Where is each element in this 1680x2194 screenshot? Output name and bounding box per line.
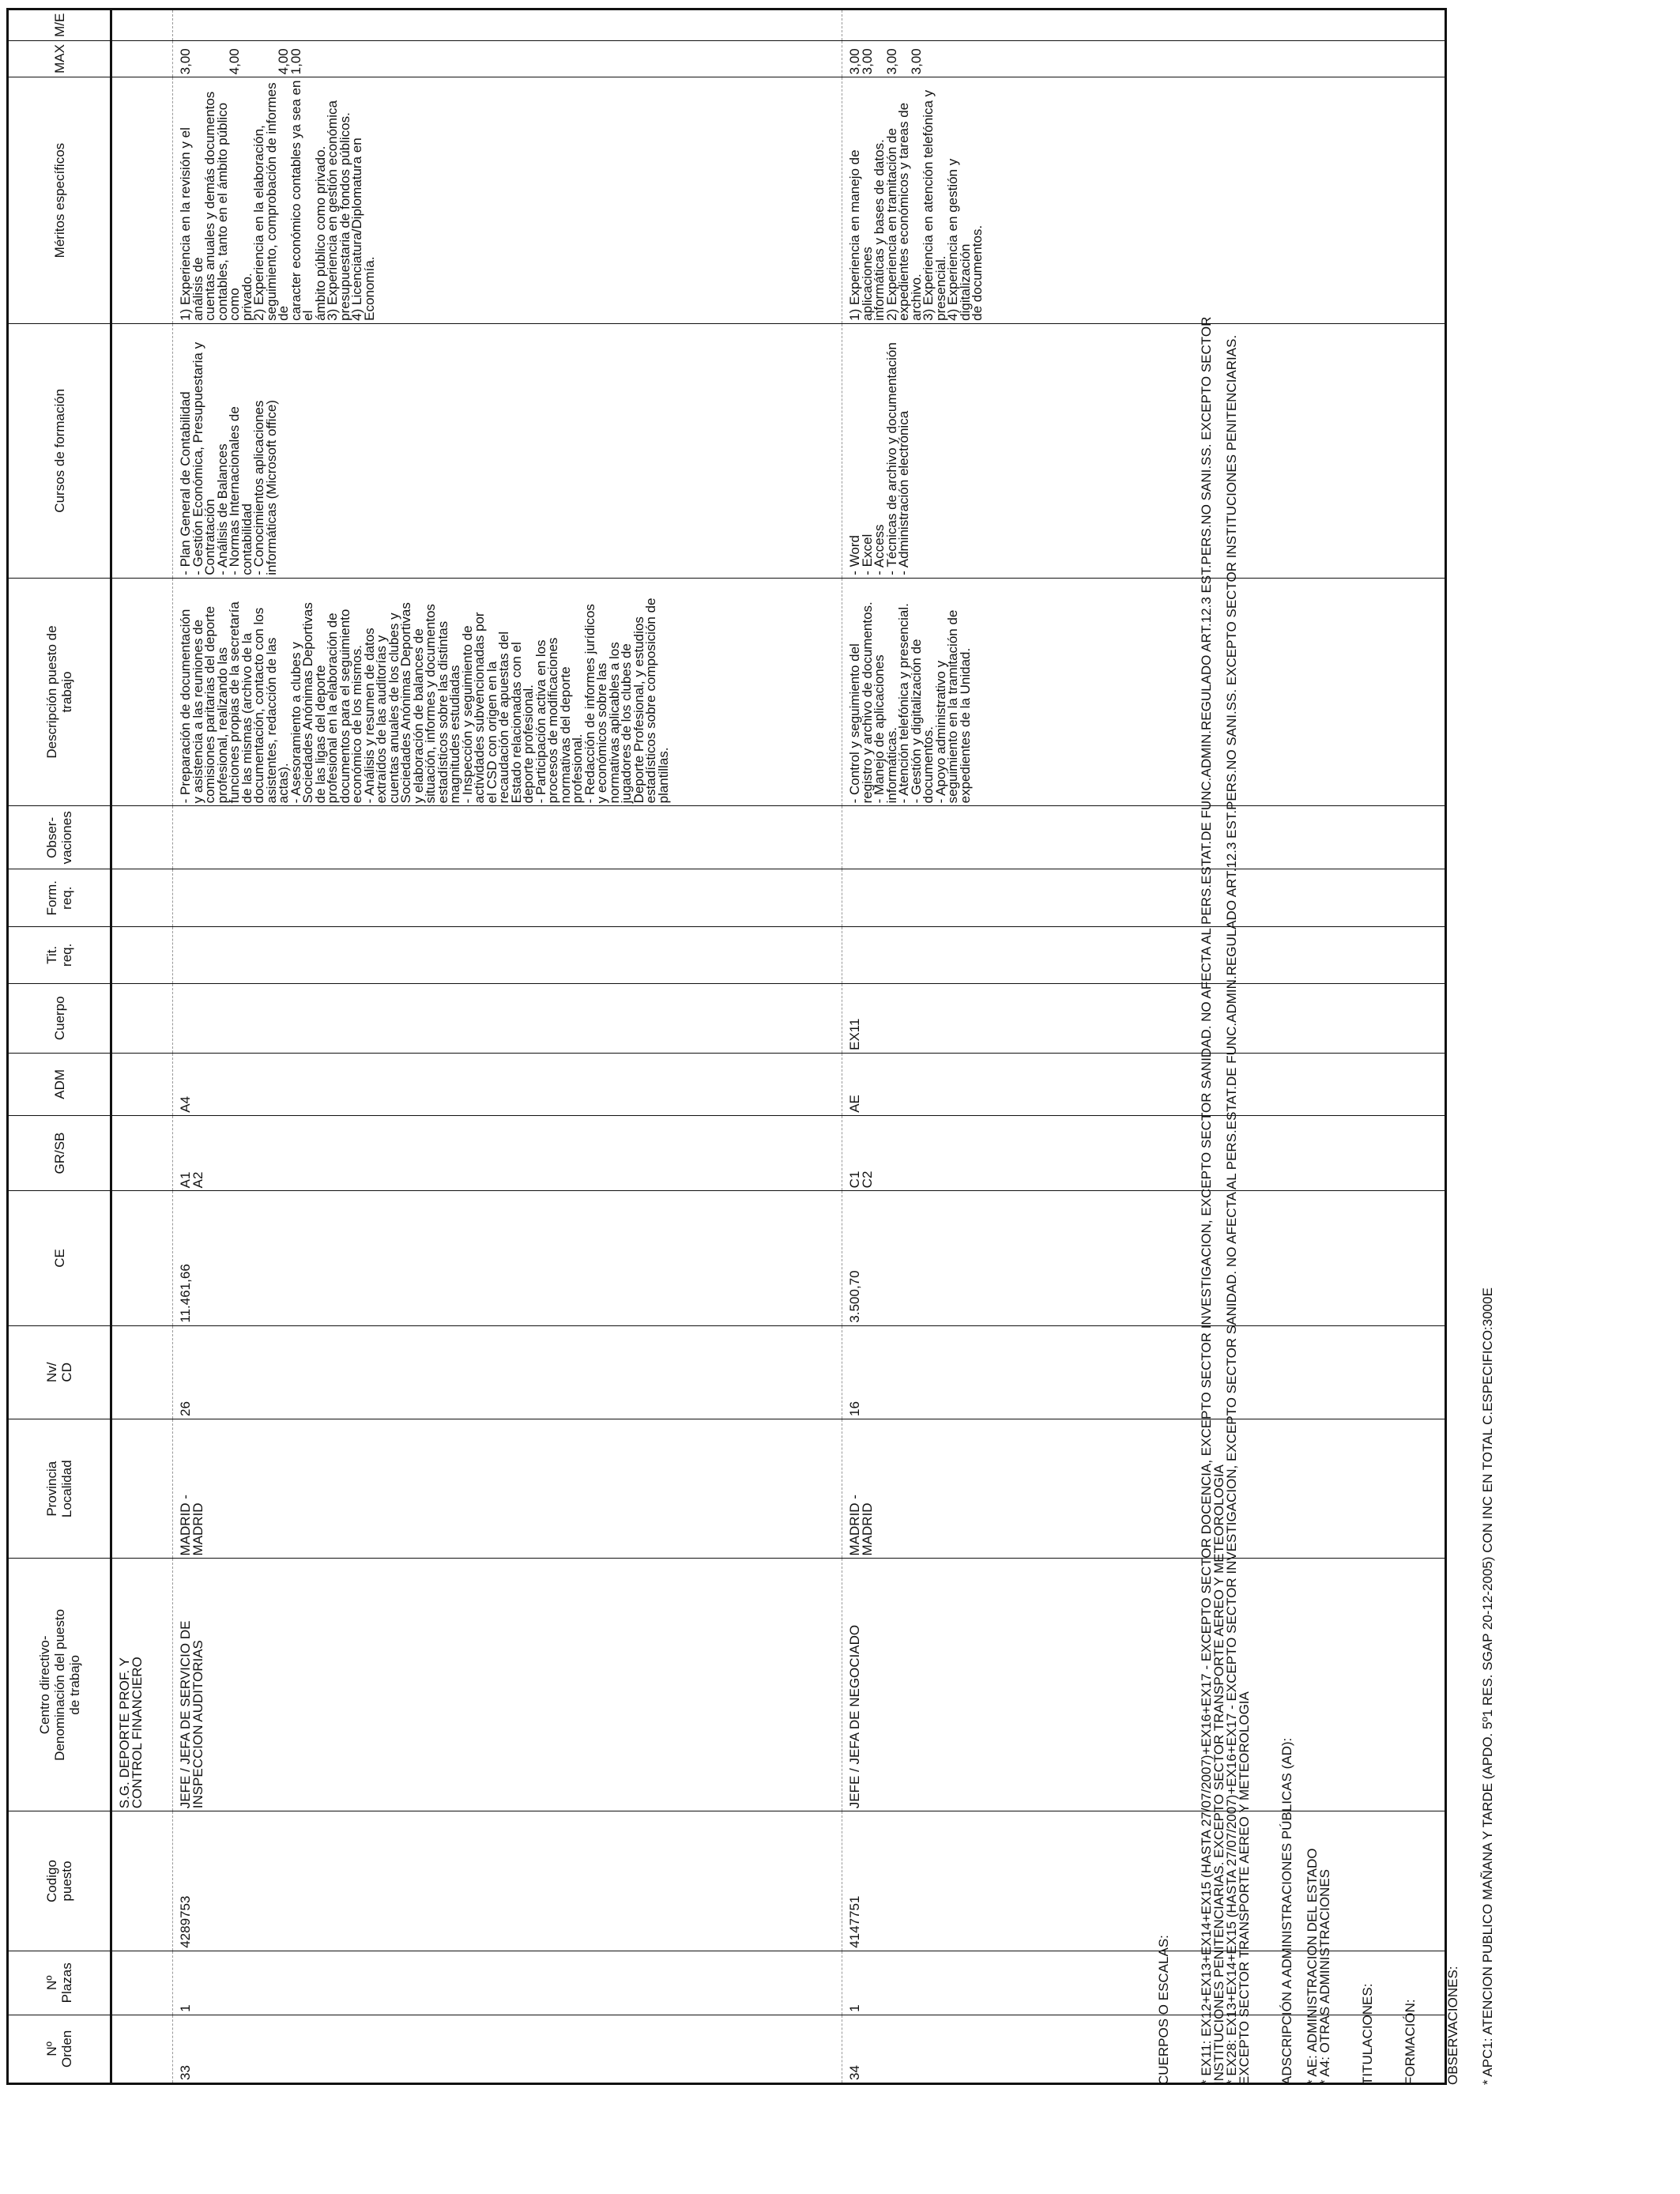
cell-ce: 3.500,70 — [842, 1191, 1446, 1325]
cell-provincia: MADRID - MADRID — [173, 1419, 842, 1559]
header-nivel: Nv/ CD — [8, 1325, 111, 1419]
cell-orden: 34 — [842, 2015, 1446, 2083]
header-observaciones: Obser- vaciones — [8, 806, 111, 869]
cell-nivel: 16 — [842, 1325, 1446, 1419]
header-formacion: Form. req. — [8, 869, 111, 927]
header-ce: CE — [8, 1191, 111, 1325]
header-plazas: Nº Plazas — [8, 1951, 111, 2015]
footnotes — [1158, 14, 1494, 2085]
header-me: M/E — [8, 9, 111, 41]
header-descripcion: Descripción puesto de trabajo — [8, 578, 111, 806]
cuerpos-title: CUERPOS O ESCALAS: — [1156, 1935, 1171, 2085]
table-row — [173, 9, 842, 2084]
adscripcion-lines: * AE: ADMINISTRACION DEL ESTADO * A4: OTRAS ADMINISTRACIONES — [1305, 1848, 1332, 2085]
cell-cursos: - Plan General de Contabilidad - Gestión Económica, Presupuestaria y Contratación - Análisis de Balances - Normas Internacionales de contabilidad - Conocimientos aplicaciones informáticas (Microsoft office) — [173, 323, 842, 578]
cell-denominacion: JEFE / JEFA DE SERVICIO DE INSPECCION AUDITORIAS — [173, 1559, 842, 1811]
header-meritos: Méritos específicos — [8, 77, 111, 324]
unit-name: S.G. DEPORTE PROF. Y CONTROL FINANCIERO — [111, 1559, 173, 1811]
cell-max: 3,00 4,00 4,00 1,00 — [173, 40, 842, 77]
header-cuerpo: Cuerpo — [8, 983, 111, 1053]
table-header — [8, 9, 111, 2084]
observaciones-lines: * APC1: ATENCION PUBLICO MAÑANA Y TARDE (APDO. 5º1 RES. SGAP 20-12-2005) CON INC EN TOTAL C.ESPECIFICO:3000E — [1480, 1287, 1495, 2085]
cell-max: 3,00 3,00 3,00 3,00 — [842, 40, 1446, 77]
unit-row — [111, 9, 173, 2084]
cell-grupo: C1 C2 — [842, 1115, 1446, 1191]
formacion-title: FORMACIÓN: — [1403, 1999, 1418, 2085]
header-centro: Centro directivo- Denominación del puesto de trabajo — [8, 1559, 111, 1811]
cell-adm: AE — [842, 1053, 1446, 1115]
cell-meritos: 1) Experiencia en manejo de aplicaciones informáticas y bases de datos. 2) Experiencia en tramitación de expedientes económicos y tareas de archivo. 3) Experiencia en atención telefónica y presencial. 4) Experiencia en gestión y digitalización de documentos. — [842, 77, 1446, 324]
cell-cursos: - Word - Excel - Access - Técnicas de archivo y documentación - Administración electrónica — [842, 323, 1446, 578]
header-titulacion: Tit. req. — [8, 927, 111, 984]
header-grupo: GR/SB — [8, 1115, 111, 1191]
adscripcion-title: ADSCRIPCIÓN A ADMINISTRACIONES PÚBLICAS (AD): — [1279, 1737, 1294, 2085]
cell-observaciones — [173, 806, 842, 869]
cell-adm: A4 — [173, 1053, 842, 1115]
header-orden: Nº Orden — [8, 2015, 111, 2083]
header-adm: ADM — [8, 1053, 111, 1115]
titulaciones-title: TITULACIONES: — [1360, 1983, 1375, 2085]
cell-orden: 33 — [173, 2015, 842, 2083]
cell-codigo: 4147751 — [842, 1811, 1446, 1951]
cell-titulacion — [173, 927, 842, 984]
cell-plazas: 1 — [173, 1951, 842, 2015]
cell-nivel: 26 — [173, 1325, 842, 1419]
cell-cuerpo — [173, 983, 842, 1053]
cell-codigo: 4289753 — [173, 1811, 842, 1951]
cell-descripcion: - Control y seguimiento del registro y archivo de documentos. - Manejo de aplicaciones informáticas. - Atención telefónica y presencial. - Gestión y digitalización de documentos. - Apoyo administrativo y seguimiento en la tramitación de expedientes de la Unidad. — [842, 578, 1446, 806]
cell-descripcion: - Preparación de documentación y asistencia a las reuniones de comisiones paritarias del deporte profesional, realizando las funciones propias de la secretaría de las mismas (archivo de la documentación, contacto con los asistentes, redacción de las actas). - Asesoramiento a clubes y Sociedades Anónimas Deportivas de las ligas del deporte profesional en la elaboración de documentos para el seguimiento económico de los mismos. - Análisis y resumen de datos extraídos de las auditorías y cuentas anuales de los clubes y Sociedades Anónimas Deportivas y elaboración de balances de situación, informes y documentos estadísticos sobre las distintas magnitudes estudiadas - Inspección y seguimiento de actividades subvencionadas por el CSD con origen en la recaudación de apuestas del Estado relacionadas con el deporte profesional. - Participación activa en los procesos de modificaciones normativas del deporte profesional. - Redacción de informes jurídicos y económicos sobre las normativas aplicables a los jugadores de los clubes de Deporte Profesional, y estudios estadísticos sobre composición de plantillas. — [173, 578, 842, 806]
cell-plazas: 1 — [842, 1951, 1446, 2015]
cell-me — [173, 9, 842, 41]
cell-grupo: A1 A2 — [173, 1115, 842, 1191]
observaciones-title: OBSERVACIONES: — [1445, 1966, 1460, 2085]
cell-denominacion: JEFE / JEFA DE NEGOCIADO — [842, 1559, 1446, 1811]
cell-formacion — [173, 869, 842, 927]
cell-meritos: 1) Experiencia en la revisión y el análisis de cuentas anuales y demás documentos contables, tanto en el ámbito público como privado. 2) Experiencia en la elaboración, seguimiento, comprobación de informes de caracter económico contables ya sea en el ámbito público como privado. 3) Experiencia en gestión económica presupuestaria de fondos públicos. 4) Licenciatura/Diplomatura en Economía. — [173, 77, 842, 324]
header-cursos: Cursos de formación — [8, 323, 111, 578]
cuerpos-lines: * EX11: EX12+EX13+EX14+EX15 (HASTA 27/07/2007)+EX16+EX17 - EXCEPTO SECTOR DOCENCIA, EXCEPTO SECTOR INVESTIGACION, EXCEPTO SECTOR SANIDAD. NO AFECTA AL PERS.ESTAT.DE FUNC.ADMIN.REGULADO ART.12.3 EST.PERS.NO SANI.SS. EXCEPTO SECTOR INSTITUCIONES PENITENCIARIAS. EXCEPTO SECTOR TRANSPORTE AEREO Y METEOROLOGIA * EX28: EX13+EX14+EX15 (HASTA 27/07/2007)+EX16+EX17 - EXCEPTO SECTOR INVESTIGACION, EXCEPTO SECTOR SANIDAD. NO AFECTA AL PERS.ESTAT.DE FUNC.ADMIN.REGULADO ART.12.3 EST.PERS.NO SANI.SS. EXCEPTO SECTOR INSTITUCIONES PENITENCIARIAS. EXCEPTO SECTOR TRANSPORTE AEREO Y METEOROLOGIA — [1199, 316, 1252, 2085]
header-max: MAX — [8, 40, 111, 77]
cell-provincia: MADRID - MADRID — [842, 1419, 1446, 1559]
cell-ce: 11.461,66 — [173, 1191, 842, 1325]
header-codigo: Codigo puesto — [8, 1811, 111, 1951]
header-provincia: Provincia Localidad — [8, 1419, 111, 1559]
cell-cuerpo: EX11 — [842, 983, 1446, 1053]
